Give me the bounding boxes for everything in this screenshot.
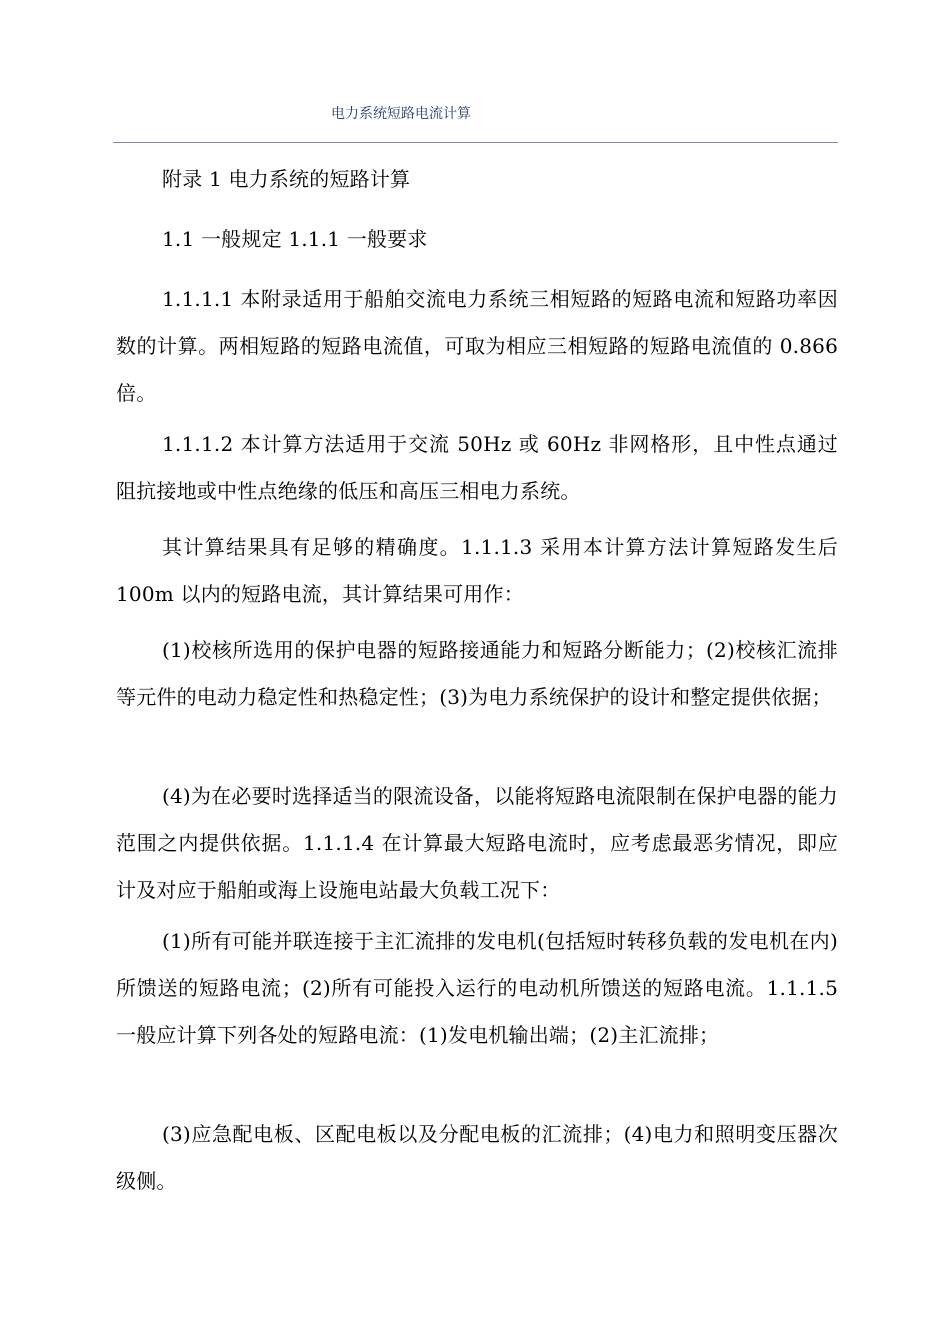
section-heading: 1.1 一般规定 1.1.1 一般要求 (162, 227, 428, 251)
appendix-title: 附录 1 电力系统的短路计算 (162, 167, 411, 191)
paragraph-1-1-1-1: 1.1.1.1 本附录适用于船舶交流电力系统三相短路的短路电流和短路功率因数的计算。两相短路的短路电流值，可取为相应三相短路的短路电流值的 0.866 倍。 (116, 287, 838, 405)
header-divider (113, 142, 838, 143)
paragraph-list-1-3: (1)校核所选用的保护电器的短路接通能力和短路分断能力；(2)校核汇流排等元件的电动力稳定性和热稳定性；(3)为电力系统保护的设计和整定提供依据； (116, 638, 838, 709)
paragraph-list-4: (4)为在必要时选择适当的限流设备，以能将短路电流限制在保护电器的能力范围之内提供依据。1.1.1.4 在计算最大短路电流时，应考虑最恶劣情况，即应计及对应于船舶或海上设施电站最大负载工况下： (116, 784, 838, 902)
paragraph-list-switchboards: (3)应急配电板、区配电板以及分配电板的汇流排；(4)电力和照明变压器次级侧。 (116, 1122, 838, 1193)
paragraph-1-1-1-2: 1.1.1.2 本计算方法适用于交流 50Hz 或 60Hz 非网格形，且中性点通过阻抗接地或中性点绝缘的低压和高压三相电力系统。 (116, 432, 838, 503)
paragraph-1-1-1-3: 其计算结果具有足够的精确度。1.1.1.3 采用本计算方法计算短路发生后 100m 以内的短路电流，其计算结果可用作： (116, 535, 838, 606)
page-header-title: 电力系统短路电流计算 (331, 106, 471, 122)
paragraph-list-generators: (1)所有可能并联连接于主汇流排的发电机(包括短时转移负载的发电机在内)所馈送的短路电流；(2)所有可能投入运行的电动机所馈送的短路电流。1.1.1.5 一般应计算下列各处的短路电流：(1)发电机输出端；(2)主汇流排； (116, 929, 838, 1047)
